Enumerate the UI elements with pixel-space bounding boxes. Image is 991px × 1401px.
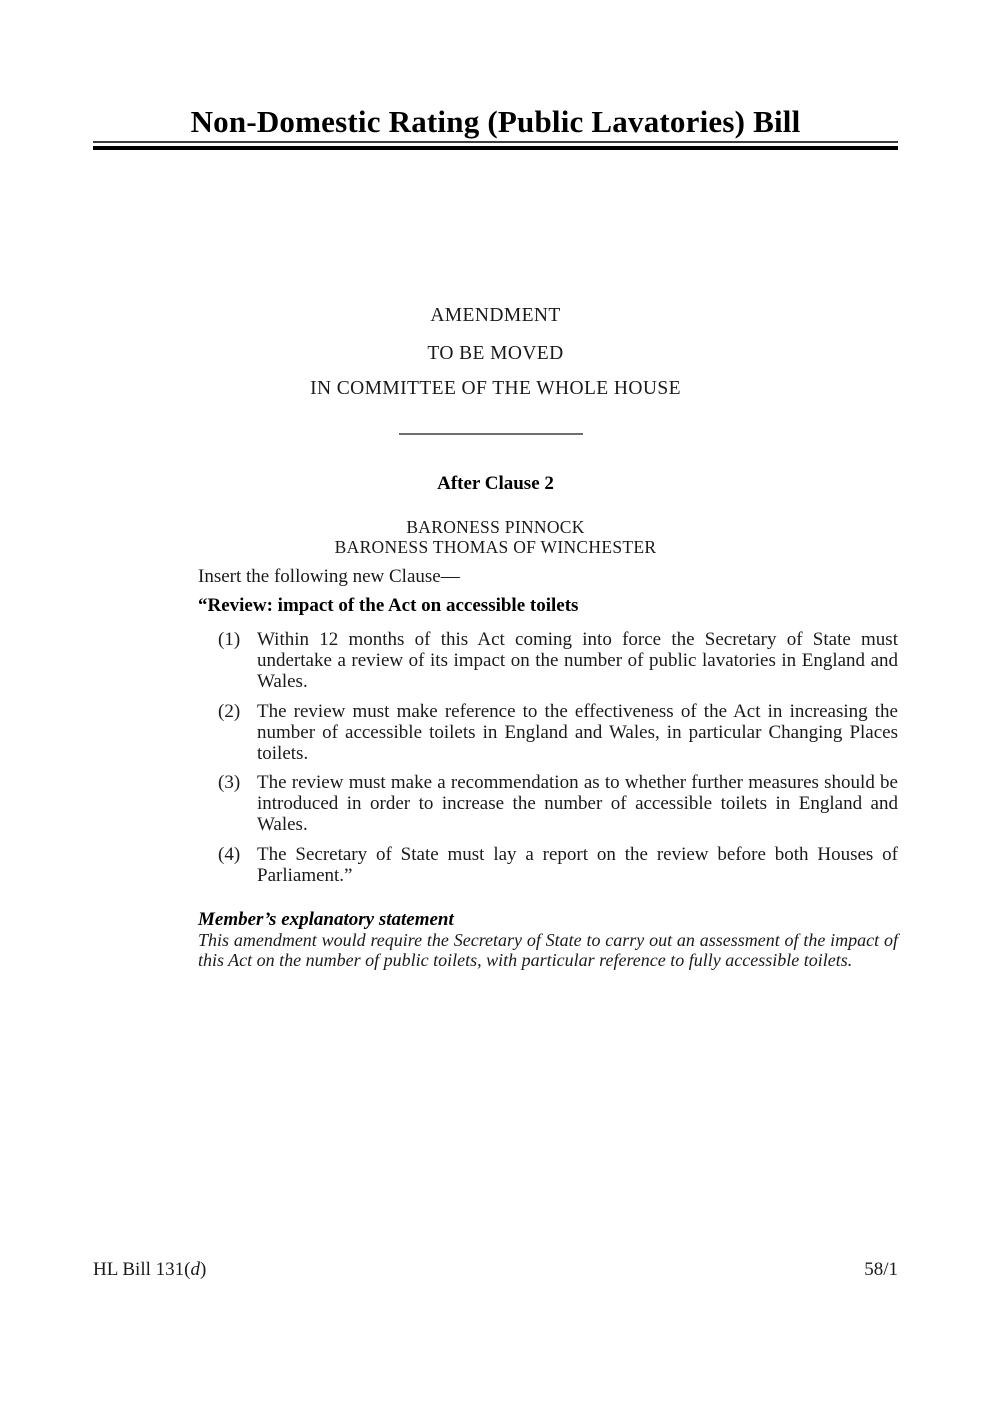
amendment-label: AMENDMENT [430, 305, 561, 326]
provision-number: (2) [218, 701, 241, 722]
footer-bill-prefix: HL Bill 131( [93, 1259, 191, 1280]
provision-number: (3) [218, 772, 241, 793]
provision-text: The Secretary of State must lay a report on the review before both Houses of Parliament.” [257, 844, 898, 886]
provision-number: (1) [218, 629, 241, 650]
after-clause-heading: After Clause 2 [437, 473, 554, 494]
footer-amendment-number: 58/1 [864, 1259, 898, 1280]
provision-text: The review must make a recommendation as to whether further measures should be introduced in order to increase the number of accessible toilets in England and Wales. [257, 772, 898, 835]
sponsor-name-1: BARONESS PINNOCK [406, 517, 585, 537]
provision-number: (4) [218, 844, 241, 865]
provision-row-2 [218, 701, 898, 764]
provision-row-4 [218, 844, 898, 886]
footer-bill-suffix: ) [199, 1259, 207, 1280]
provision-text: The review must make reference to the effectiveness of the Act in increasing the number of accessible toilets in England and Wales, in particular Changing Places toilets. [257, 701, 898, 764]
explanatory-statement-text: This amendment would require the Secretary of State to carry out an assessment of the impact of this Act on the number of public toilets, with particular reference to fully accessible toilets. [198, 930, 898, 970]
bill-title: Non-Domestic Rating (Public Lavatories) Bill [190, 104, 801, 139]
provision-text: Within 12 months of this Act coming into force the Secretary of State must undertake a review of its impact on the number of public lavatories in England and Wales. [257, 629, 898, 692]
footer-bill-letter: d [190, 1259, 200, 1280]
title-rule-thin [93, 141, 898, 143]
committee-label: IN COMMITTEE OF THE WHOLE HOUSE [310, 378, 681, 399]
title-rule-thick [93, 146, 898, 150]
insert-instruction: Insert the following new Clause— [198, 566, 460, 587]
explanatory-statement-heading: Member’s explanatory statement [198, 909, 454, 930]
provision-row-3 [218, 772, 898, 835]
new-clause-title: “Review: impact of the Act on accessible toilets [198, 595, 579, 616]
sponsor-name-2: BARONESS THOMAS OF WINCHESTER [334, 537, 657, 557]
to-be-moved-label: TO BE MOVED [427, 343, 564, 364]
footer-bill-number [93, 1259, 206, 1281]
section-divider [399, 433, 583, 435]
provision-row-1 [218, 629, 898, 692]
